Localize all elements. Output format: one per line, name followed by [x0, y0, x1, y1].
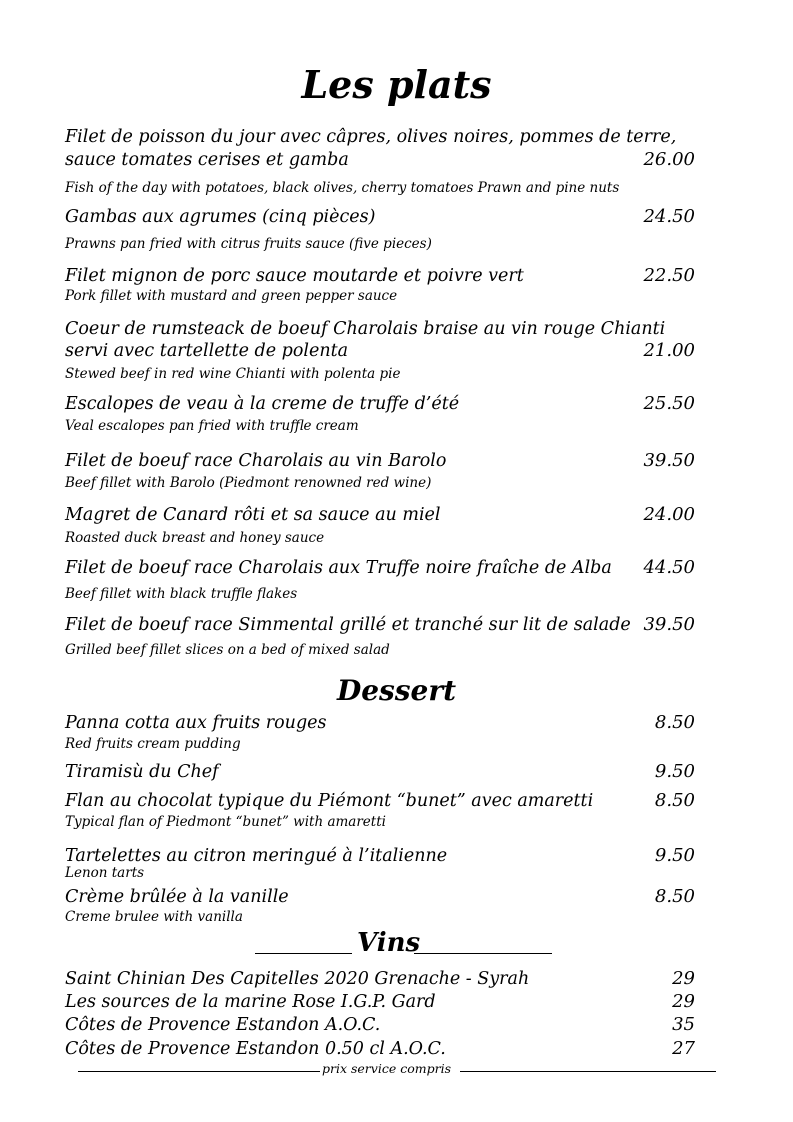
plat-4-name-line2: servi avec tartellette de polenta: [65, 341, 349, 361]
plat-6-english: Beef fillet with Barolo (Piedmont renowned red wine): [65, 475, 432, 491]
vins-title: Vins: [357, 928, 421, 958]
plat-5-english: Veal escalopes pan fried with truffle cream: [65, 418, 359, 434]
plat-9-english: Grilled beef fillet slices on a bed of mixed salad: [65, 642, 390, 658]
dessert-3-price: 8.50: [654, 790, 695, 811]
plat-1-english: Fish of the day with potatoes, black olives, cherry tomatoes Prawn and pine nuts: [65, 180, 620, 196]
plat-7-price: 24.00: [643, 504, 695, 525]
dessert-title: Dessert: [336, 674, 457, 707]
plat-5-price: 25.50: [643, 393, 695, 414]
plat-4-english: Stewed beef in red wine Chianti with polenta pie: [65, 366, 401, 382]
plat-1-price: 26.00: [643, 149, 695, 170]
vins-rule-right: [414, 953, 552, 954]
plat-7-english: Roasted duck breast and honey sauce: [65, 530, 325, 546]
dessert-3-name: Flan au chocolat typique du Piémont “bunet” avec amaretti: [65, 791, 594, 811]
vin-4-name: Côtes de Provence Estandon 0.50 cl A.O.C.: [65, 1039, 446, 1059]
dessert-4-price: 9.50: [654, 845, 695, 866]
footer-rule-right: [460, 1071, 716, 1072]
vin-2-name: Les sources de la marine Rose I.G.P. Gard: [65, 992, 436, 1012]
plat-8-name: Filet de boeuf race Charolais aux Truffe noire fraîche de Alba: [65, 558, 612, 578]
dessert-5-name: Crème brûlée à la vanille: [65, 887, 289, 907]
plat-6-price: 39.50: [643, 450, 695, 471]
plat-4-name-line1: Coeur de rumsteack de boeuf Charolais braise au vin rouge Chianti: [65, 319, 666, 339]
plat-3-name: Filet mignon de porc sauce moutarde et poivre vert: [65, 266, 524, 286]
plat-6-name: Filet de boeuf race Charolais au vin Barolo: [65, 451, 447, 471]
dessert-2-price: 9.50: [654, 761, 695, 782]
vin-3-price: 35: [672, 1014, 695, 1035]
vin-4-price: 27: [672, 1038, 695, 1059]
page-title: Les plats: [301, 62, 492, 107]
dessert-4-english: Lenon tarts: [65, 865, 145, 881]
dessert-2-name: Tiramisù du Chef: [65, 762, 219, 782]
plat-8-english: Beef fillet with black truffle flakes: [65, 586, 298, 602]
footer-text: prix service compris: [322, 1061, 451, 1076]
plat-3-english: Pork fillet with mustard and green pepper sauce: [65, 288, 398, 304]
footer-rule-left: [78, 1071, 320, 1072]
dessert-1-price: 8.50: [654, 712, 695, 733]
vin-2-price: 29: [672, 991, 695, 1012]
dessert-5-price: 8.50: [654, 886, 695, 907]
dessert-5-english: Creme brulee with vanilla: [65, 909, 243, 925]
plat-2-price: 24.50: [643, 206, 695, 227]
dessert-1-name: Panna cotta aux fruits rouges: [65, 713, 327, 733]
vin-3-name: Côtes de Provence Estandon A.O.C.: [65, 1015, 381, 1035]
plat-1-name-line2: sauce tomates cerises et gamba: [65, 150, 349, 170]
plat-9-name: Filet de boeuf race Simmental grillé et tranché sur lit de salade: [65, 615, 631, 635]
dessert-3-english: Typical flan of Piedmont “bunet” with amaretti: [65, 814, 386, 830]
plat-1-name-line1: Filet de poisson du jour avec câpres, olives noires, pommes de terre,: [65, 127, 677, 147]
dessert-4-name: Tartelettes au citron meringué à l’italienne: [65, 846, 448, 866]
plat-2-name: Gambas aux agrumes (cinq pièces): [65, 207, 376, 227]
plat-8-price: 44.50: [643, 557, 695, 578]
vin-1-name: Saint Chinian Des Capitelles 2020 Grenache - Syrah: [65, 969, 530, 989]
vins-rule-left: [255, 953, 352, 954]
plat-9-price: 39.50: [643, 614, 695, 635]
plat-7-name: Magret de Canard rôti et sa sauce au miel: [65, 505, 441, 525]
plat-4-price: 21.00: [643, 340, 695, 361]
plat-3-price: 22.50: [643, 265, 695, 286]
dessert-1-english: Red fruits cream pudding: [65, 736, 241, 752]
vin-1-price: 29: [672, 968, 695, 989]
plat-5-name: Escalopes de veau à la creme de truffe d’été: [65, 394, 460, 414]
plat-2-english: Prawns pan fried with citrus fruits sauce (five pieces): [65, 236, 432, 252]
